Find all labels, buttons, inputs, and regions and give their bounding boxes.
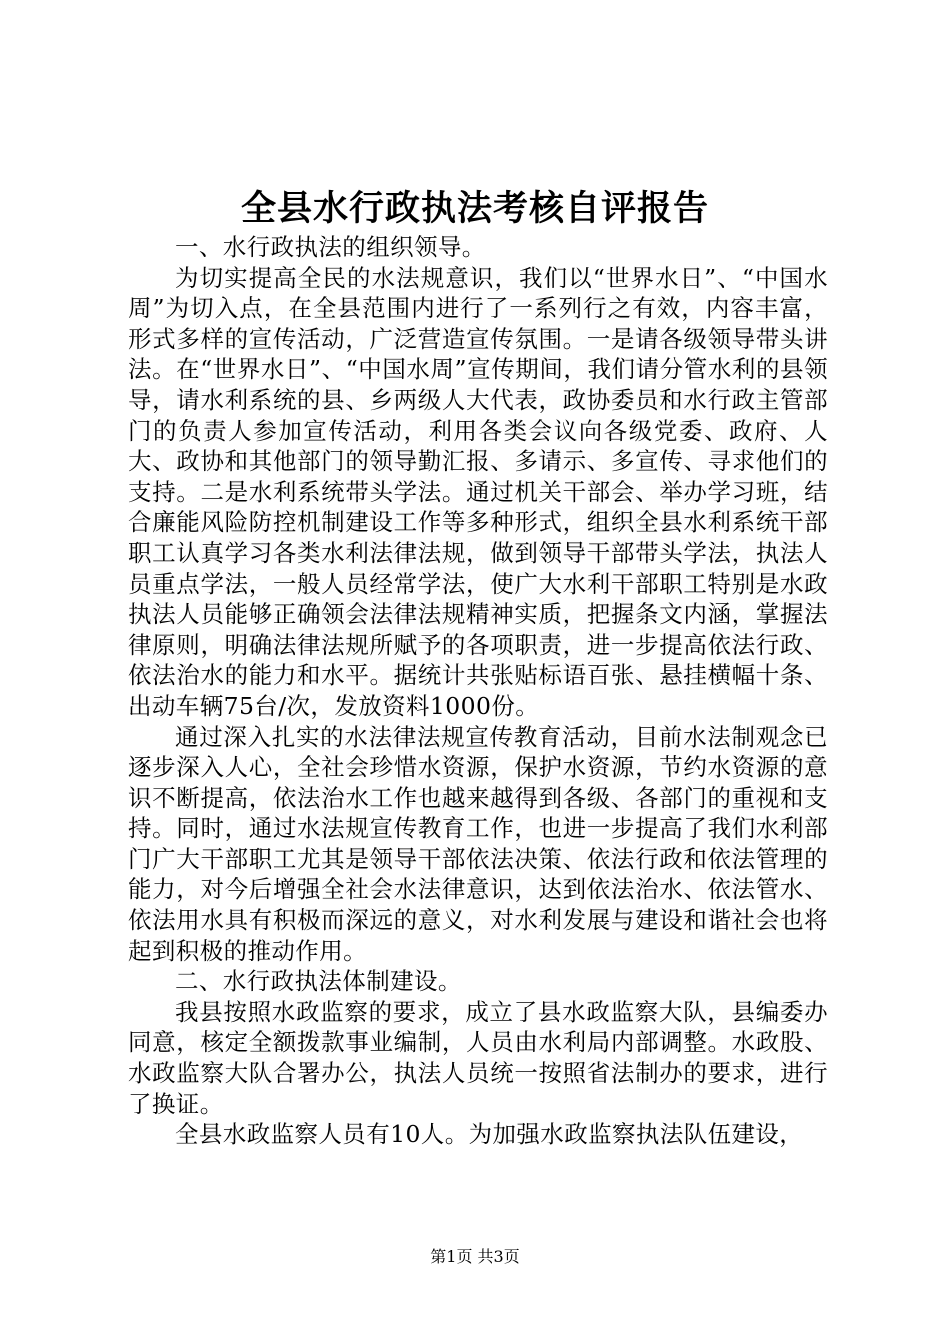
body-paragraph: 全县水政监察人员有10人。为加强水政监察执法队伍建设， xyxy=(175,1120,804,1149)
section-heading-2: 二、水行政执法体制建设。 xyxy=(175,967,462,996)
document-title: 全县水行政执法考核自评报告 xyxy=(240,188,709,229)
body-paragraph: 为切实提高全民的水法规意识，我们以“世界水日”、“中国水周”为切入点，在全县范围内进行了一系列行之有效，内容丰富，形式多样的宣传活动，广泛营造宣传氛围。一是请各级领导带头讲法。在“世界水日”、“中国水周”宣传期间，我们请分管水利的县领导，请水利系统的县、乡两级人大代表，政协委员和水行政主管部门的负责人参加宣传活动，利用各类会议向各级党委、政府、人大、政协和其他部门的领导勤汇报、多请示、多宣传、寻求他们的支持。二是水利系统带头学法。通过机关干部会、举办学习班，结合廉能风险防控机制建设工作等多种形式，组织全县水利系统干部职工认真学习各类水利法律法规，做到领导干部带头学法，执法人员重点学法，一般人员经常学法，使广大水利干部职工特别是水政执法人员能够正确领会法律法规精神实质，把握条文内涵，掌握法律原则，明确法律法规所赋予的各项职责，进一步提高依法行政、依法治水的能力和水平。据统计共张贴标语百张、悬挂横幅十条、出动车辆75台/次，发放资料1000份。 xyxy=(128,263,828,720)
section-heading-1: 一、水行政执法的组织领导。 xyxy=(175,233,486,261)
document-body xyxy=(128,232,828,1150)
body-paragraph: 我县按照水政监察的要求，成立了县水政监察大队，县编委办同意，核定全额拨款事业编制，人员由水利局内部调整。水政股、水政监察大队合署办公，执法人员统一按照省法制办的要求，进行了换证。 xyxy=(128,997,828,1118)
body-paragraph: 通过深入扎实的水法律法规宣传教育活动，目前水法制观念已逐步深入人心，全社会珍惜水资源，保护水资源，节约水资源的意识不断提高，依法治水工作也越来越得到各级、各部门的重视和支持。同时，通过水法规宣传教育工作，也进一步提高了我们水利部门广大干部职工尤其是领导干部依法决策、依法行政和依法管理的能力，对今后增强全社会水法律意识，达到依法治水、依法管水、依法用水具有积极而深远的意义，对水利发展与建设和谐社会也将起到积极的推动作用。 xyxy=(128,722,828,965)
page-number-footer: 第1页 共3页 xyxy=(430,1247,520,1266)
